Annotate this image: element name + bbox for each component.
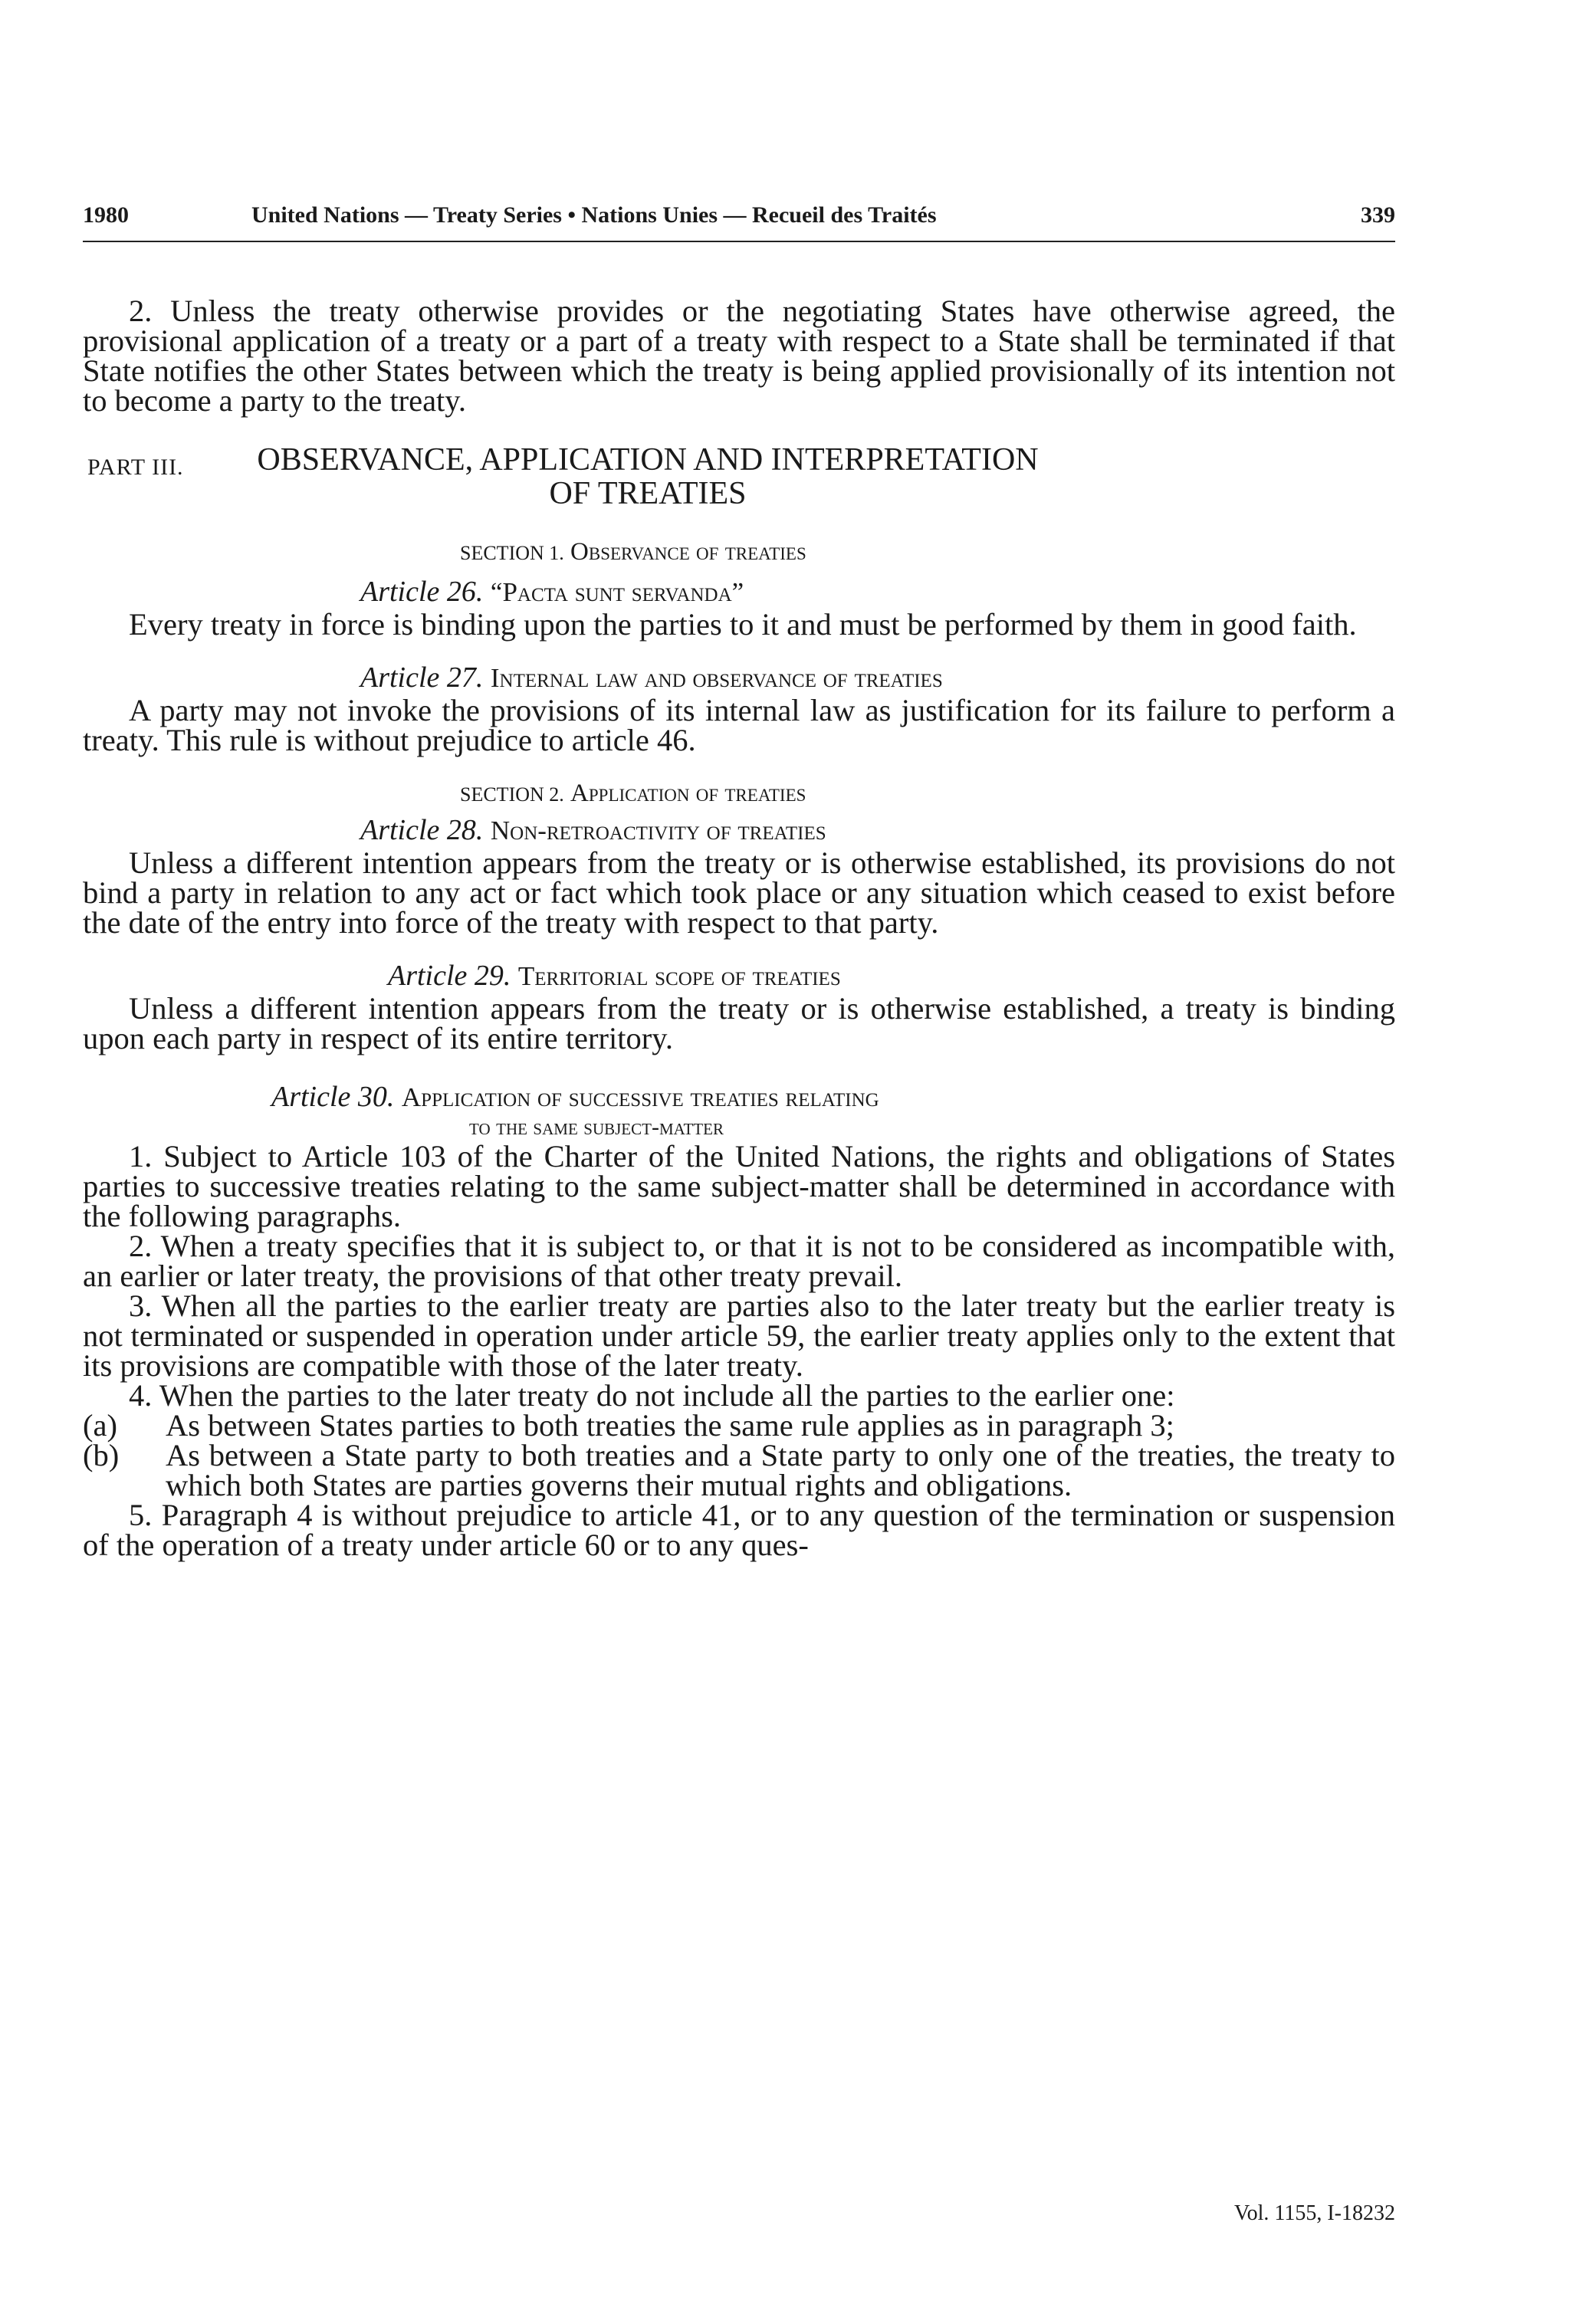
article-27-text: A party may not invoke the provisions of its internal law as justification for its failure to perform a treaty. This rule is without prejudice to article 46. (83, 693, 1395, 757)
article-26-number: Article 26. (360, 576, 484, 608)
article-28-heading (83, 813, 1395, 848)
article-29-heading (83, 959, 1395, 993)
article-30-number: Article 30. (271, 1081, 395, 1113)
part-heading (83, 443, 1395, 510)
article-26-title: “Pacta sunt servanda” (490, 577, 744, 607)
article-30-paragraph-5: 5. Paragraph 4 is without prejudice to article 41, or to any question of the termination or suspension of the operation of a treaty under article 60 or to any ques- (83, 1498, 1395, 1562)
part-title-line-2: OF TREATIES (549, 476, 747, 511)
item-b-text: As between a State party to both treaties and a State party to only one of the treaties, the treaty to which both States are parties governs their mutual rights and obligations. (166, 1438, 1395, 1502)
article-30-title-line-2: to the same subject-matter (469, 1114, 724, 1140)
item-b-marker: (b) (83, 1438, 120, 1472)
section-2-label: SECTION 2. (460, 783, 564, 806)
running-header (83, 202, 1395, 242)
section-1-heading (83, 537, 1395, 569)
paragraph-2: 2. Unless the treaty otherwise provides or the negotiating States have otherwise agreed, the provisional application of a treaty or a part of a treaty with respect to a State shall be terminated if that State notifies the other States between which the treaty is being applied provisionally of its intention not to become a party to the treaty. (83, 294, 1395, 418)
part-title-line-1: OBSERVANCE, APPLICATION AND INTERPRETATION (257, 442, 1039, 478)
part-title (238, 443, 1058, 510)
article-26-text: Every treaty in force is binding upon the parties to it and must be performed by them in good faith. (129, 607, 1357, 642)
section-1-title: Observance of treaties (570, 538, 806, 566)
section-1-label: SECTION 1. (460, 542, 564, 564)
article-27-title: Internal law and observance of treaties (490, 663, 943, 693)
article-28-text: Unless a different intention appears from the treaty or is otherwise established, its provisions do not bind a party in relation to any act or fact which took place or any situation which ceased to exist before the date of the entry into force of the treaty with respect to that party. (83, 845, 1395, 940)
section-2-heading (83, 778, 1395, 810)
footer-volume: Vol. 1155, I-18232 (1234, 2201, 1395, 2225)
header-page-number: 339 (1361, 202, 1395, 228)
article-30-paragraph-2: 2. When a treaty specifies that it is subject to, or that it is not to be considered as incompatible with, an earlier or later treaty, the provisions of that other treaty prevail. (83, 1229, 1395, 1293)
document-body (83, 296, 1395, 1560)
article-29-title: Territorial scope of treaties (517, 961, 841, 991)
article-30-paragraph-3: 3. When all the parties to the earlier treaty are parties also to the later treaty but the earlier treaty is not terminated or suspended in operation under article 59, the earlier treaty applies only to the extent that its provisions are compatible with those of the later treaty. (83, 1288, 1395, 1383)
article-30-item-a (83, 1408, 1395, 1443)
article-30-title-line-1: Application of successive treaties relating (401, 1082, 879, 1112)
article-28-number: Article 28. (360, 814, 484, 846)
article-27-heading (83, 661, 1395, 695)
article-28-title: Non-retroactivity of treaties (490, 816, 826, 845)
item-a-marker: (a) (83, 1408, 117, 1443)
section-2-title: Application of treaties (570, 780, 806, 807)
article-29-number: Article 29. (388, 960, 511, 992)
article-30-paragraph-4: 4. When the parties to the later treaty do not include all the parties to the earlier one: (129, 1378, 1175, 1413)
part-label: PART III. (87, 455, 184, 480)
article-29-text: Unless a different intention appears from the treaty or is otherwise established, a treaty is binding upon each party in respect of its entire territory. (83, 991, 1395, 1055)
article-27-number: Article 27. (360, 661, 484, 694)
item-a-text: As between States parties to both treaties the same rule applies as in paragraph 3; (166, 1408, 1174, 1443)
header-year: 1980 (83, 202, 129, 228)
article-30-item-b (83, 1440, 1395, 1500)
article-30-paragraph-1: 1. Subject to Article 103 of the Charter of the United Nations, the rights and obligations of States parties to successive treaties relating to the same subject-matter shall be determined in accordance with the following paragraphs. (83, 1139, 1395, 1233)
article-30-heading (83, 1081, 1395, 1114)
header-title: United Nations — Treaty Series • Nations Unies — Recueil des Traités (251, 202, 937, 228)
article-26-heading (83, 575, 1395, 609)
